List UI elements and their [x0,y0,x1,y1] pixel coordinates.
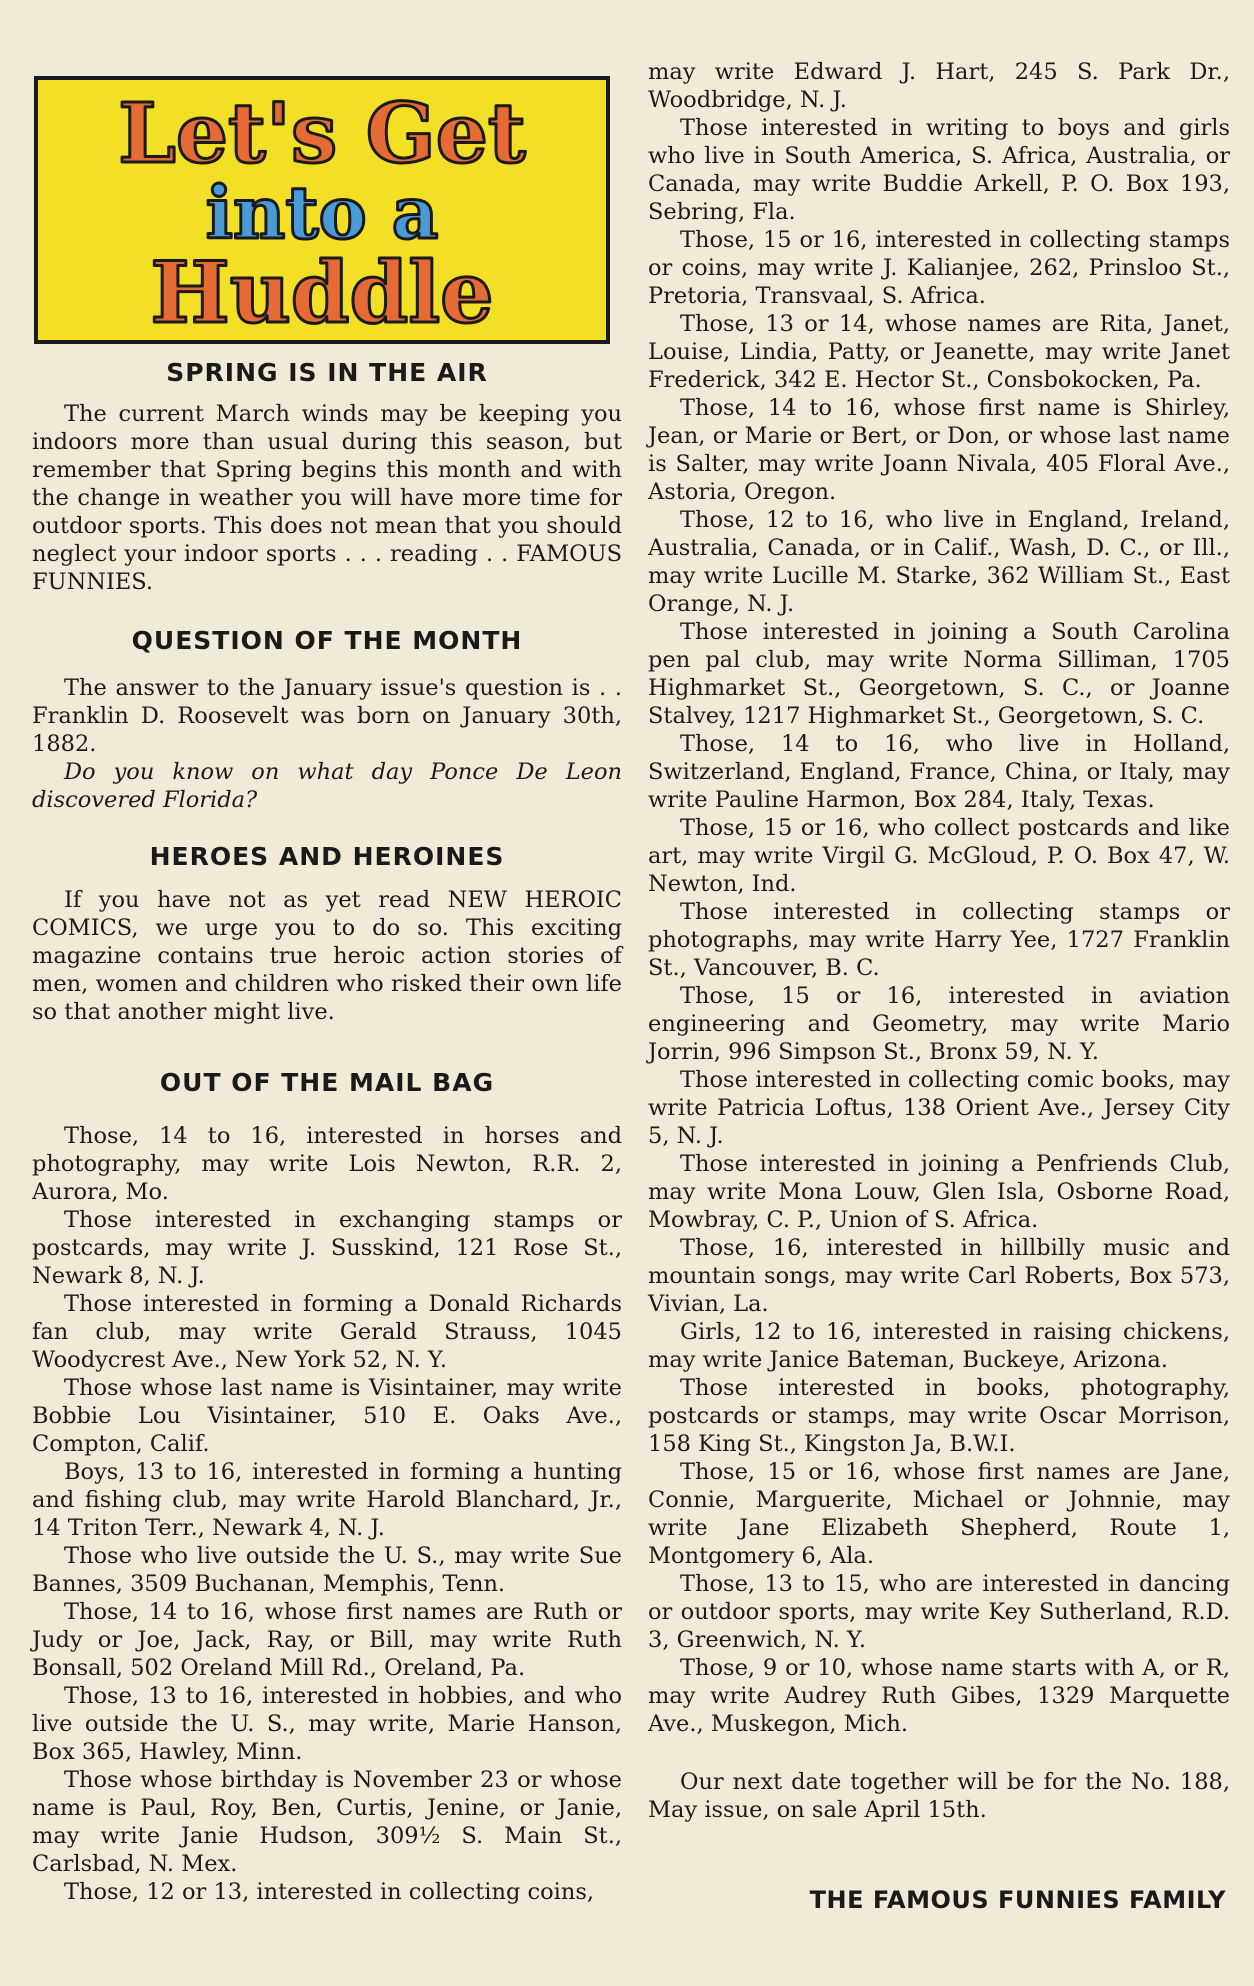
letter-item: Those who live outside the U. S., may write Sue Bannes, 3509 Buchanan, Memphis, Tenn. [32,1543,622,1597]
closing-paragraph: Our next date together will be for the No. 188, May issue, on sale April 15th. [648,1769,1230,1823]
letter-item: Those interested in joining a South Carolina pen pal club, may write Norma Silliman, 1705 Highmarket St., Georgetown, S. C., or Joanne Stalvey, 1217 Highmarket St., Georgetown, S. C. [648,619,1230,729]
letter-item: Those interested in collecting comic books, may write Patricia Loftus, 138 Orient Ave., Jersey City 5, N. J. [648,1067,1230,1149]
letter-item: Those, 15 or 16, who collect postcards and like art, may write Virgil G. McGloud, P. O. Box 47, W. Newton, Ind. [648,815,1230,897]
letter-item: Those interested in books, photography, postcards or stamps, may write Oscar Morrison, 158 King St., Kingston Ja, B.W.I. [648,1375,1230,1457]
spring-paragraph: The current March winds may be keeping you indoors more than usual during this season, but remember that Spring begins this month and with the change in weather you will have more time for outdoor sports. This does not mean that you should neglect your indoor sports . . . reading . . FAMOUS FUNNIES. [32,401,622,595]
letter-item: Those, 14 to 16, interested in horses and photography, may write Lois Newton, R.R. 2, Aurora, Mo. [32,1123,622,1205]
letter-item: Those, 9 or 10, whose name starts with A, or R, may write Audrey Ruth Gibes, 1329 Marquette Ave., Muskegon, Mich. [648,1655,1230,1737]
letter-item: Those, 14 to 16, whose first name is Shirley, Jean, or Marie or Bert, or Don, or whose last name is Salter, may write Joann Nivala, 405 Floral Ave., Astoria, Oregon. [648,395,1230,505]
letter-item: Boys, 13 to 16, interested in forming a hunting and fishing club, may write Harold Blanchard, Jr., 14 Triton Terr., Newark 4, N. J. [32,1459,622,1541]
section-heading-mailbag: OUT OF THE MAIL BAG [159,1068,495,1097]
letter-item: Those interested in collecting stamps or photographs, may write Harry Yee, 1727 Franklin St., Vancouver, B. C. [648,899,1230,981]
title-line-2: into a [205,170,439,255]
letter-item: Those interested in forming a Donald Richards fan club, may write Gerald Strauss, 1045 Woodycrest Ave., New York 52, N. Y. [32,1291,622,1373]
section-heading-spring: SPRING IS IN THE AIR [166,358,488,387]
letter-item: Those whose last name is Visintainer, may write Bobbie Lou Visintainer, 510 E. Oaks Ave., Compton, Calif. [32,1375,622,1457]
letter-item: Girls, 12 to 16, interested in raising chickens, may write Janice Bateman, Buckeye, Arizona. [648,1319,1230,1373]
letter-item: Those, 14 to 16, whose first names are Ruth or Judy or Joe, Jack, Ray, or Bill, may write Ruth Bonsall, 502 Oreland Mill Rd., Oreland, Pa. [32,1599,622,1681]
title-art [38,80,606,340]
letter-item: Those interested in joining a Penfriends Club, may write Mona Louw, Glen Isla, Osborne Road, Mowbray, C. P., Union of S. Africa. [648,1151,1230,1233]
letter-item: Those, 15 or 16, whose first names are Jane, Connie, Marguerite, Michael or Johnnie, may write Jane Elizabeth Shepherd, Route 1, Montgomery 6, Ala. [648,1459,1230,1569]
letter-item: Those, 15 or 16, interested in aviation engineering and Geometry, may write Mario Jorrin, 996 Simpson St., Bronx 59, N. Y. [648,983,1230,1065]
section-heading-heroes: HEROES AND HEROINES [149,842,505,871]
letter-item: Those, 16, interested in hillbilly music and mountain songs, may write Carl Roberts, Box 573, Vivian, La. [648,1235,1230,1317]
letter-item: Those interested in exchanging stamps or postcards, may write J. Susskind, 121 Rose St., Newark 8, N. J. [32,1207,622,1289]
title-line-3: Huddle [150,243,494,340]
heroes-paragraph: If you have not as yet read NEW HEROIC COMICS, we urge you to do so. This exciting magazine contains true heroic action stories of men, women and children who risked their own life so that another might live. [32,887,622,1025]
question-paragraph-2: Do you know on what day Ponce De Leon discovered Florida? [32,759,622,813]
letter-item: Those, 14 to 16, who live in Holland, Switzerland, England, France, China, or Italy, may write Pauline Harmon, Box 284, Italy, Texas. [648,731,1230,813]
letter-item: Those, 12 or 13, interested in collecting coins, [64,1879,595,1905]
letter-item: Those, 15 or 16, interested in collecting stamps or coins, may write J. Kalianjee, 262, Prinsloo St., Pretoria, Transvaal, S. Africa. [648,227,1230,309]
signature: THE FAMOUS FUNNIES FAMILY [809,1886,1226,1914]
section-heading-question: QUESTION OF THE MONTH [131,626,523,655]
letter-item: Those, 13 to 16, interested in hobbies, and who live outside the U. S., may write, Marie Hanson, Box 365, Hawley, Minn. [32,1683,622,1765]
question-paragraph: The answer to the January issue's question is . . Franklin D. Roosevelt was born on January 30th, 1882. [32,675,622,757]
letter-item: may write Edward J. Hart, 245 S. Park Dr., Woodbridge, N. J. [648,59,1230,113]
letter-item: Those, 13 to 15, who are interested in dancing or outdoor sports, may write Key Sutherland, R.D. 3, Greenwich, N. Y. [648,1571,1230,1653]
letter-item: Those, 13 or 14, whose names are Rita, Janet, Louise, Lindia, Patty, or Jeanette, may write Janet Frederick, 342 E. Hector St., Consbokocken, Pa. [648,311,1230,393]
title-line-1: Let's Get [118,86,526,182]
letter-item: Those interested in writing to boys and girls who live in South America, S. Africa, Australia, or Canada, may write Buddie Arkell, P. O. Box 193, Sebring, Fla. [648,115,1230,225]
letter-item: Those whose birthday is November 23 or whose name is Paul, Roy, Ben, Curtis, Jenine, or Janie, may write Janie Hudson, 309½ S. Main St., Carlsbad, N. Mex. [32,1767,622,1877]
letter-item: Those, 12 to 16, who live in England, Ireland, Australia, Canada, or in Calif., Wash, D. C., or Ill., may write Lucille M. Starke, 362 William St., East Orange, N. J. [648,507,1230,617]
title-banner [34,76,610,344]
